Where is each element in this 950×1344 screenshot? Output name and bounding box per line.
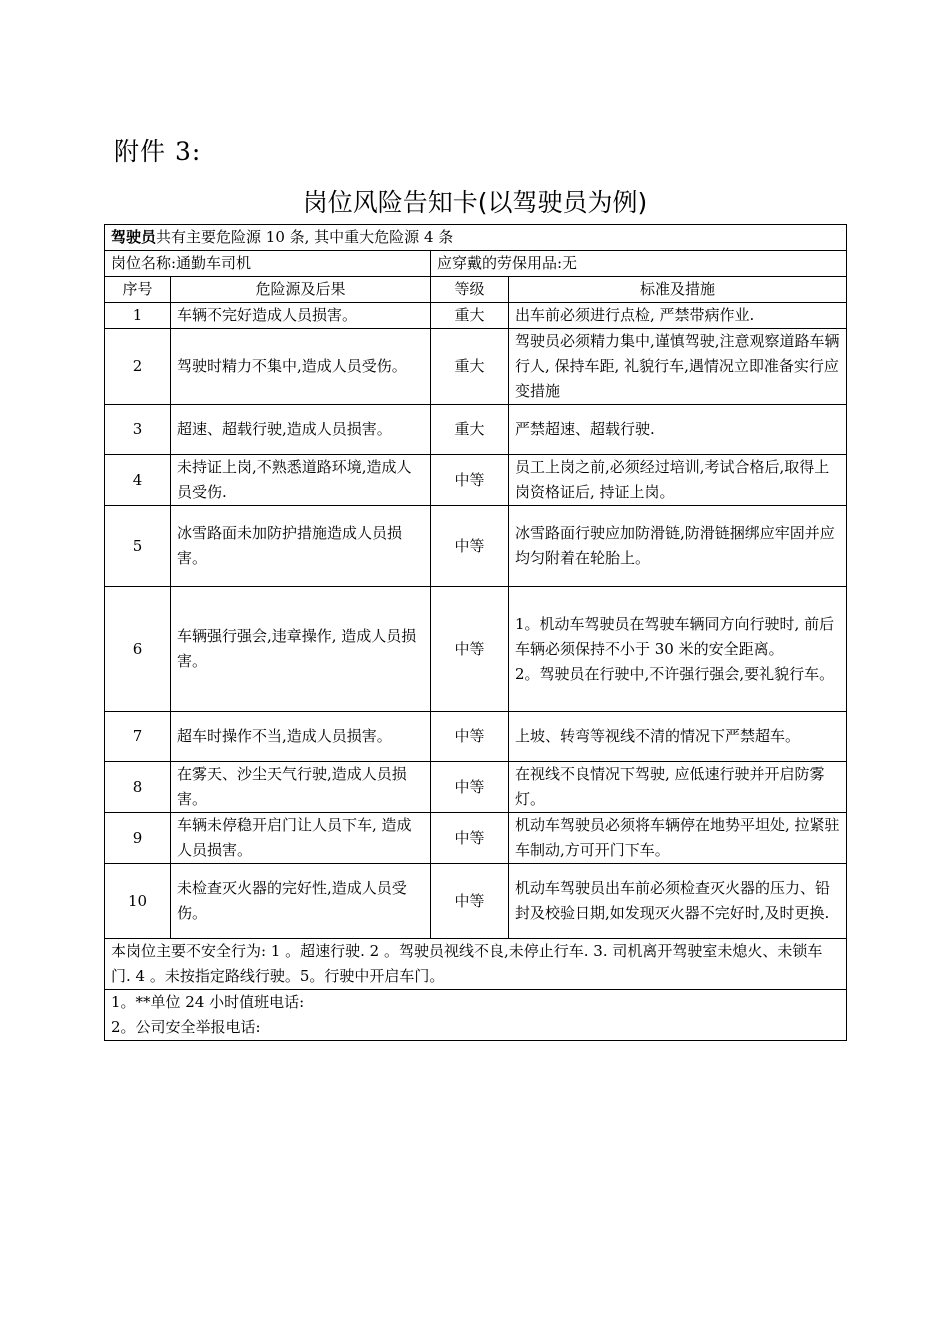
- row-hazard: 车辆未停稳开启门让人员下车, 造成人员损害。: [171, 813, 431, 864]
- summary-role: 驾驶员: [111, 228, 157, 246]
- table-row: [105, 329, 847, 405]
- table-row: [105, 303, 847, 329]
- row-measure: 出车前必须进行点检, 严禁带病作业.: [509, 303, 847, 329]
- row-measure: 冰雪路面行驶应加防滑链,防滑链捆绑应牢固并应均匀附着在轮胎上。: [509, 506, 847, 587]
- row-hazard: 冰雪路面未加防护措施造成人员损害。: [171, 506, 431, 587]
- table-row: [105, 587, 847, 712]
- summary-text: 共有主要危险源 10 条, 其中重大危险源 4 条: [156, 228, 454, 246]
- row-hazard: 超速、超载行驶,造成人员损害。: [171, 405, 431, 455]
- table-row: [105, 762, 847, 813]
- phones-cell: [105, 990, 847, 1041]
- risk-card-table: [104, 224, 847, 1041]
- table-row: [105, 455, 847, 506]
- header-hazard: 危险源及后果: [171, 277, 431, 303]
- row-measure: [509, 587, 847, 712]
- table-row: [105, 813, 847, 864]
- row-hazard: 车辆不完好造成人员损害。: [171, 303, 431, 329]
- row-hazard: 在雾天、沙尘天气行驶,造成人员损害。: [171, 762, 431, 813]
- row-no: 10: [105, 864, 171, 939]
- header-level: 等级: [431, 277, 509, 303]
- unsafe-behaviors-text: 本岗位主要不安全行为: 1 。超速行驶. 2 。驾驶员视线不良,未停止行车. 3. 司机离开驾驶室未熄火、未锁车门. 4 。未按指定路线行驶。5。行驶中开启车门。: [105, 939, 847, 990]
- row-no: 1: [105, 303, 171, 329]
- row-level: 中等: [431, 506, 509, 587]
- row-level: 中等: [431, 762, 509, 813]
- row-measure: 严禁超速、超载行驶.: [509, 405, 847, 455]
- row-level: 中等: [431, 712, 509, 762]
- table-row: [105, 405, 847, 455]
- row-no: 2: [105, 329, 171, 405]
- row-no: 7: [105, 712, 171, 762]
- row-no: 4: [105, 455, 171, 506]
- report-phone-line: 2。公司安全举报电话:: [111, 1018, 261, 1036]
- row-level: 重大: [431, 303, 509, 329]
- phones-row: [105, 990, 847, 1041]
- table-row: [105, 506, 847, 587]
- unsafe-behaviors-row: [105, 939, 847, 990]
- row-level: 重大: [431, 329, 509, 405]
- post-row: [105, 251, 847, 277]
- row-level: 中等: [431, 864, 509, 939]
- table-header-row: [105, 277, 847, 303]
- header-no: 序号: [105, 277, 171, 303]
- row-level: 中等: [431, 813, 509, 864]
- row-level: 中等: [431, 455, 509, 506]
- row-level: 中等: [431, 587, 509, 712]
- table-row: [105, 712, 847, 762]
- row-measure: 上坡、转弯等视线不清的情况下严禁超车。: [509, 712, 847, 762]
- header-measure: 标准及措施: [509, 277, 847, 303]
- page-title: 岗位风险告知卡(以驾驶员为例): [302, 188, 648, 217]
- row-measure: 员工上岗之前,必须经过培训,考试合格后,取得上岗资格证后, 持证上岗。: [509, 455, 847, 506]
- row-no: 5: [105, 506, 171, 587]
- row-hazard: 驾驶时精力不集中,造成人员受伤。: [171, 329, 431, 405]
- row-no: 3: [105, 405, 171, 455]
- summary-row: [105, 225, 847, 251]
- row-level: 重大: [431, 405, 509, 455]
- row-hazard: 车辆强行强会,违章操作, 造成人员损害。: [171, 587, 431, 712]
- attachment-label: 附件 3:: [114, 137, 202, 166]
- row-measure: 机动车驾驶员必须将车辆停在地势平坦处, 拉紧驻车制动,方可开门下车。: [509, 813, 847, 864]
- row-hazard: 未持证上岗,不熟悉道路环境,造成人员受伤.: [171, 455, 431, 506]
- row-hazard: 未检查灭火器的完好性,造成人员受伤。: [171, 864, 431, 939]
- duty-phone-line: 1。**单位 24 小时值班电话:: [111, 993, 305, 1011]
- table-row: [105, 864, 847, 939]
- post-name: 岗位名称:通勤车司机: [105, 251, 431, 277]
- post-ppe: 应穿戴的劳保用品:无: [431, 251, 847, 277]
- row-measure: 机动车驾驶员出车前必须检查灭火器的压力、铅封及校验日期,如发现灭火器不完好时,及时更换.: [509, 864, 847, 939]
- row-no: 6: [105, 587, 171, 712]
- row-measure: 驾驶员必须精力集中,谨慎驾驶,注意观察道路车辆行人, 保持车距, 礼貌行车,遇情况立即准备实行应变措施: [509, 329, 847, 405]
- row-no: 8: [105, 762, 171, 813]
- row-no: 9: [105, 813, 171, 864]
- row-measure-part1: 1。机动车驾驶员在驾驶车辆同方向行驶时, 前后车辆必须保持不小于 30 米的安全距离。: [515, 614, 835, 658]
- row-measure-part2: 2。驾驶员在行驶中,不许强行强会,要礼貌行车。: [515, 664, 835, 683]
- summary-cell: [105, 225, 847, 251]
- row-hazard: 超车时操作不当,造成人员损害。: [171, 712, 431, 762]
- row-measure: 在视线不良情况下驾驶, 应低速行驶并开启防雾灯。: [509, 762, 847, 813]
